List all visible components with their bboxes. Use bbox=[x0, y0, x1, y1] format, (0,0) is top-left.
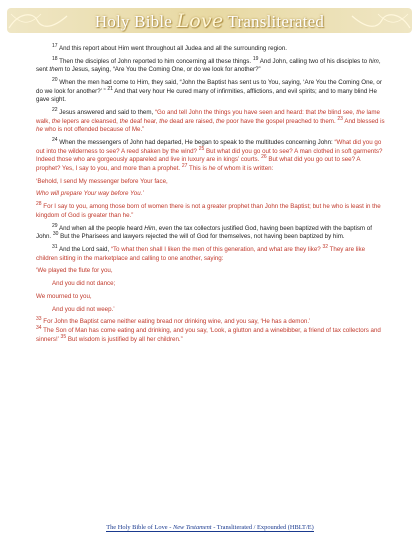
verse-text: him bbox=[368, 57, 379, 65]
verse-number: 35 bbox=[60, 333, 67, 340]
verse-text: When the men had come to Him, they said, “John the Baptist has sent us to You, saying, ‘Are You the Coming One, or do we look for another?’ ” bbox=[36, 79, 382, 95]
footer-link[interactable] bbox=[0, 524, 420, 531]
footer-text[interactable]: The Holy Bible of Love - bbox=[106, 524, 173, 531]
song-line: And you did not weep.’ bbox=[52, 305, 115, 313]
red-letter-text: But wisdom is justified by all her children.” bbox=[67, 335, 183, 343]
verse-text: And when all the people heard bbox=[58, 224, 145, 232]
verse-number: 26 bbox=[261, 154, 267, 161]
verse-number: 25 bbox=[198, 145, 205, 152]
verse-31-32 bbox=[36, 243, 386, 263]
verse-text: And the Lord said, bbox=[58, 245, 111, 253]
red-letter-text: lame walk, bbox=[36, 109, 380, 125]
verse-22-23 bbox=[36, 109, 386, 135]
scripture-text bbox=[36, 42, 386, 348]
red-letter-text: the bbox=[51, 117, 61, 125]
red-letter-text: the bbox=[317, 109, 327, 117]
page-title bbox=[7, 10, 412, 32]
verse-number: 19 bbox=[252, 55, 259, 62]
footer-text[interactable]: New Testament bbox=[172, 524, 212, 531]
verse-number: 31 bbox=[52, 243, 58, 250]
verse-text: Him bbox=[144, 224, 156, 232]
red-letter-text: “What did you go out into the wilderness to see? A reed shaken by the wind? bbox=[36, 139, 382, 155]
song-line: We mourned to you, bbox=[36, 292, 92, 300]
verse-text: And that very hour He cured many of infirmities, afflictions, and evil spirits; and to many blind He gave sight. bbox=[36, 87, 377, 104]
song-line: ‘We played the flute for you, bbox=[36, 267, 113, 275]
red-letter-text: The Son of Man has come eating and drinking, and you say, ‘Look, a glutton and a winebibber, a friend of tax collectors and sinners!’ bbox=[36, 327, 381, 343]
red-letter-text: deaf hear, bbox=[128, 117, 160, 125]
verse-text: Jesus answered and said to them, bbox=[59, 109, 155, 117]
verse-number: 17 bbox=[52, 42, 58, 49]
verse-number: 29 bbox=[52, 222, 58, 229]
quote-line: Who will prepare Your way before You.’ bbox=[36, 190, 144, 198]
verse-28 bbox=[36, 203, 386, 220]
red-letter-text: And blessed is bbox=[344, 117, 385, 125]
verse-number: 20 bbox=[52, 77, 58, 84]
red-letter-text: the bbox=[215, 117, 225, 125]
verse-text: them bbox=[49, 66, 64, 74]
footer-text[interactable]: - Transliterated / Expounded (HBLT/E) bbox=[211, 524, 314, 531]
verse-text: And John, calling two of his disciples to bbox=[259, 57, 369, 65]
verse-number: 28 bbox=[36, 201, 42, 208]
verse-number: 21 bbox=[107, 85, 113, 92]
red-letter-text: But what did you go out to see? A man clothed in soft garments? Indeed those who are gorgeously appareled and live in luxury are in kings’ courts. bbox=[36, 147, 383, 164]
verse-number: 23 bbox=[337, 115, 343, 122]
title-love: Love bbox=[176, 10, 224, 32]
red-letter-text: the bbox=[356, 109, 365, 117]
verse-text: But the Pharisees and lawyers rejected the will of God for themselves, not having been baptized by him. bbox=[60, 233, 345, 241]
red-letter-text: who is not offended because of Me.” bbox=[42, 126, 145, 134]
red-letter-text: For I say to you, among those born of women there is not a greater prophet than John the Baptist; but he who is least in the kingdom of God is greater than he.” bbox=[36, 203, 381, 219]
verse-text: When the messengers of John had departed, He began to speak to the multitudes concerning John: bbox=[59, 139, 335, 147]
red-letter-text: he bbox=[208, 164, 216, 172]
verse-number: 32 bbox=[322, 243, 329, 250]
verse-number: 30 bbox=[52, 231, 59, 238]
red-letter-text: the bbox=[119, 117, 129, 125]
verse-number: 27 bbox=[181, 162, 188, 169]
verse-number: 34 bbox=[36, 325, 42, 331]
red-letter-text: For John the Baptist came neither eating bread nor drinking wine, and you say, ‘He has a demon.’ bbox=[43, 318, 311, 326]
red-letter-text: This is bbox=[189, 164, 209, 172]
verse-17 bbox=[36, 42, 386, 54]
red-letter-text: lepers are cleansed, bbox=[60, 117, 120, 125]
verse-text: , even the tax collectors justified God, having been baptized with the baptism of John. bbox=[36, 224, 372, 241]
red-letter-text: dead are raised, bbox=[167, 117, 216, 125]
verse-29-30 bbox=[36, 222, 386, 242]
verse-text: to Jesus, saying, “Are You the Coming One, or do we look for another?” bbox=[63, 66, 261, 74]
red-letter-text: of whom it is written: bbox=[215, 164, 274, 172]
red-letter-text: “To what then shall I liken the men of this generation, and what are they like? bbox=[110, 245, 321, 253]
verse-number: 22 bbox=[52, 107, 58, 114]
red-letter-text: the bbox=[159, 117, 168, 125]
header-banner bbox=[7, 8, 412, 33]
red-letter-text: poor have the gospel preached to them. bbox=[224, 117, 336, 125]
red-letter-text: They are like children sitting in the marketplace and calling to one another, saying: bbox=[36, 245, 366, 262]
verse-20-21 bbox=[36, 79, 386, 105]
verse-18-19 bbox=[36, 55, 386, 75]
title-right: Transliterated bbox=[227, 12, 325, 31]
quote-line: ‘Behold, I send My messenger before Your face, bbox=[36, 177, 168, 185]
verse-text: , sent bbox=[36, 57, 381, 74]
red-letter-text: “Go and tell John the things you have seen and heard: that bbox=[154, 109, 318, 117]
title-left: Holy Bible bbox=[94, 12, 173, 31]
red-letter-text: he bbox=[36, 126, 43, 134]
verse-24-27 bbox=[36, 139, 386, 173]
verse-text: Then the disciples of John reported to him concerning all these things. bbox=[59, 57, 252, 65]
verse-number: 24 bbox=[52, 137, 58, 144]
verse-text: And this report about Him went throughout all Judea and all the surrounding region. bbox=[58, 45, 288, 52]
verse-number: 33 bbox=[36, 316, 42, 323]
verse-33-35 bbox=[36, 318, 386, 344]
verse-number: 18 bbox=[52, 55, 58, 62]
red-letter-text: blind see, bbox=[326, 109, 357, 117]
song-line: And you did not dance; bbox=[52, 280, 116, 288]
red-letter-text: But what did you go out to see? A prophet? Yes, I say to you, and more than a prophet. bbox=[36, 156, 361, 172]
